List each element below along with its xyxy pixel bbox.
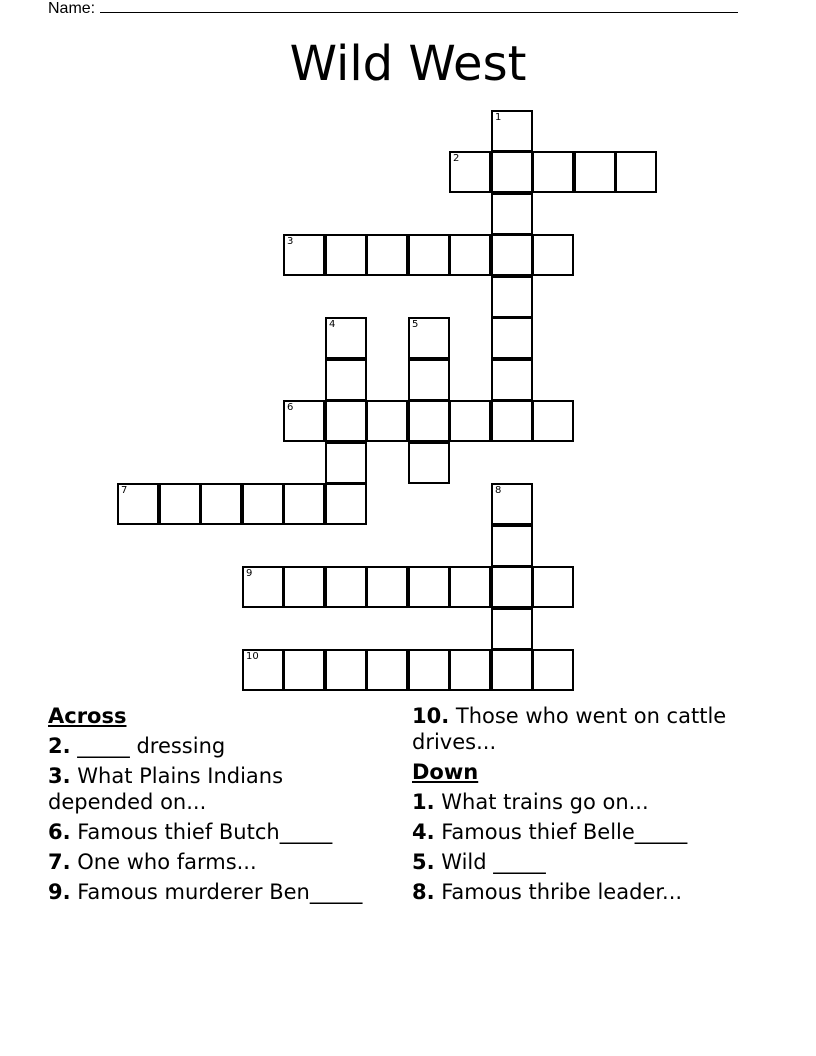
across-heading: Across [48,704,127,728]
clue-text: Famous thribe leader... [434,880,683,904]
grid-cell[interactable] [491,276,533,318]
grid-cell[interactable] [408,234,450,276]
clue-text: _____ dressing [70,734,226,758]
grid-cell[interactable] [532,234,574,276]
clue-number: 4. [412,820,435,844]
grid-cell[interactable] [491,566,533,608]
down-heading: Down [412,760,479,784]
clue-number: 2. [48,734,71,758]
grid-cell[interactable] [325,400,367,442]
clue-number: 5. [412,850,435,874]
grid-cell[interactable] [242,483,284,525]
clue-number: 9. [48,880,71,904]
clue-number: 5 [412,319,419,330]
name-label: Name: [48,0,96,17]
grid-cell[interactable] [532,649,574,691]
clue-number: 10 [246,651,259,662]
clue-number: 1 [495,112,502,123]
name-blank-line[interactable] [100,0,738,13]
clues-left-column [48,703,393,909]
clue-number: 7. [48,850,71,874]
grid-cell[interactable] [325,317,367,359]
clue-text: Famous thief Butch_____ [70,820,333,844]
grid-cell[interactable] [366,400,408,442]
clue-number: 7 [121,485,128,496]
grid-cell[interactable] [408,649,450,691]
clue-across-9 [48,879,393,905]
clue-across-2 [48,733,393,759]
clue-across-3 [48,763,393,815]
grid-cell[interactable] [283,566,325,608]
clue-number: 8. [412,880,435,904]
clue-number: 3. [48,764,71,788]
grid-cell[interactable] [408,566,450,608]
grid-cell[interactable] [283,234,325,276]
grid-cell[interactable] [491,649,533,691]
grid-cell[interactable] [325,442,367,484]
grid-cell[interactable] [532,566,574,608]
grid-cell[interactable] [491,317,533,359]
grid-cell[interactable] [491,234,533,276]
grid-cell[interactable] [449,649,491,691]
clue-number: 2 [453,153,460,164]
grid-cell[interactable] [449,566,491,608]
grid-cell[interactable] [615,151,657,193]
grid-cell[interactable] [283,649,325,691]
name-field [48,0,738,18]
clue-number: 3 [287,236,294,247]
grid-cell[interactable] [574,151,616,193]
clue-down-5 [412,849,772,875]
clue-down-1 [412,789,772,815]
grid-cell[interactable] [532,151,574,193]
clue-across-6 [48,819,393,845]
grid-cell[interactable] [325,566,367,608]
grid-cell[interactable] [408,317,450,359]
clue-text: What Plains Indians depended on... [48,764,284,814]
grid-cell[interactable] [491,608,533,650]
grid-cell[interactable] [532,400,574,442]
grid-cell[interactable] [408,400,450,442]
clue-text: Wild _____ [434,850,546,874]
clue-number: 10. [412,704,450,728]
grid-cell[interactable] [325,234,367,276]
grid-cell[interactable] [325,483,367,525]
clue-number: 8 [495,485,502,496]
grid-cell[interactable] [491,400,533,442]
clue-down-4 [412,819,772,845]
page-title: Wild West [289,36,527,92]
grid-cell[interactable] [117,483,159,525]
clue-number: 6 [287,402,294,413]
grid-cell[interactable] [200,483,242,525]
grid-cell[interactable] [325,359,367,401]
grid-cell[interactable] [491,483,533,525]
grid-cell[interactable] [491,359,533,401]
grid-cell[interactable] [283,483,325,525]
grid-cell[interactable] [408,442,450,484]
grid-cell[interactable] [366,566,408,608]
grid-cell[interactable] [242,566,284,608]
grid-cell[interactable] [491,193,533,235]
clue-number: 4 [329,319,336,330]
clue-number: 6. [48,820,71,844]
grid-cell[interactable] [491,525,533,567]
grid-cell[interactable] [242,649,284,691]
grid-cell[interactable] [491,151,533,193]
clue-across-10 [412,703,772,755]
grid-cell[interactable] [325,649,367,691]
grid-cell[interactable] [449,234,491,276]
clue-text: Those who went on cattle drives... [412,704,727,754]
clue-across-7 [48,849,393,875]
grid-cell[interactable] [283,400,325,442]
clues-right-column [412,703,772,909]
clue-text: Famous thief Belle_____ [434,820,688,844]
grid-cell[interactable] [491,110,533,152]
grid-cell[interactable] [408,359,450,401]
grid-cell[interactable] [449,151,491,193]
grid-cell[interactable] [159,483,201,525]
clue-number: 1. [412,790,435,814]
clue-down-8 [412,879,772,905]
clue-text: One who farms... [70,850,257,874]
grid-cell[interactable] [366,234,408,276]
grid-cell[interactable] [366,649,408,691]
clue-text: What trains go on... [434,790,649,814]
clue-text: Famous murderer Ben_____ [70,880,363,904]
grid-cell[interactable] [449,400,491,442]
clue-number: 9 [246,568,253,579]
